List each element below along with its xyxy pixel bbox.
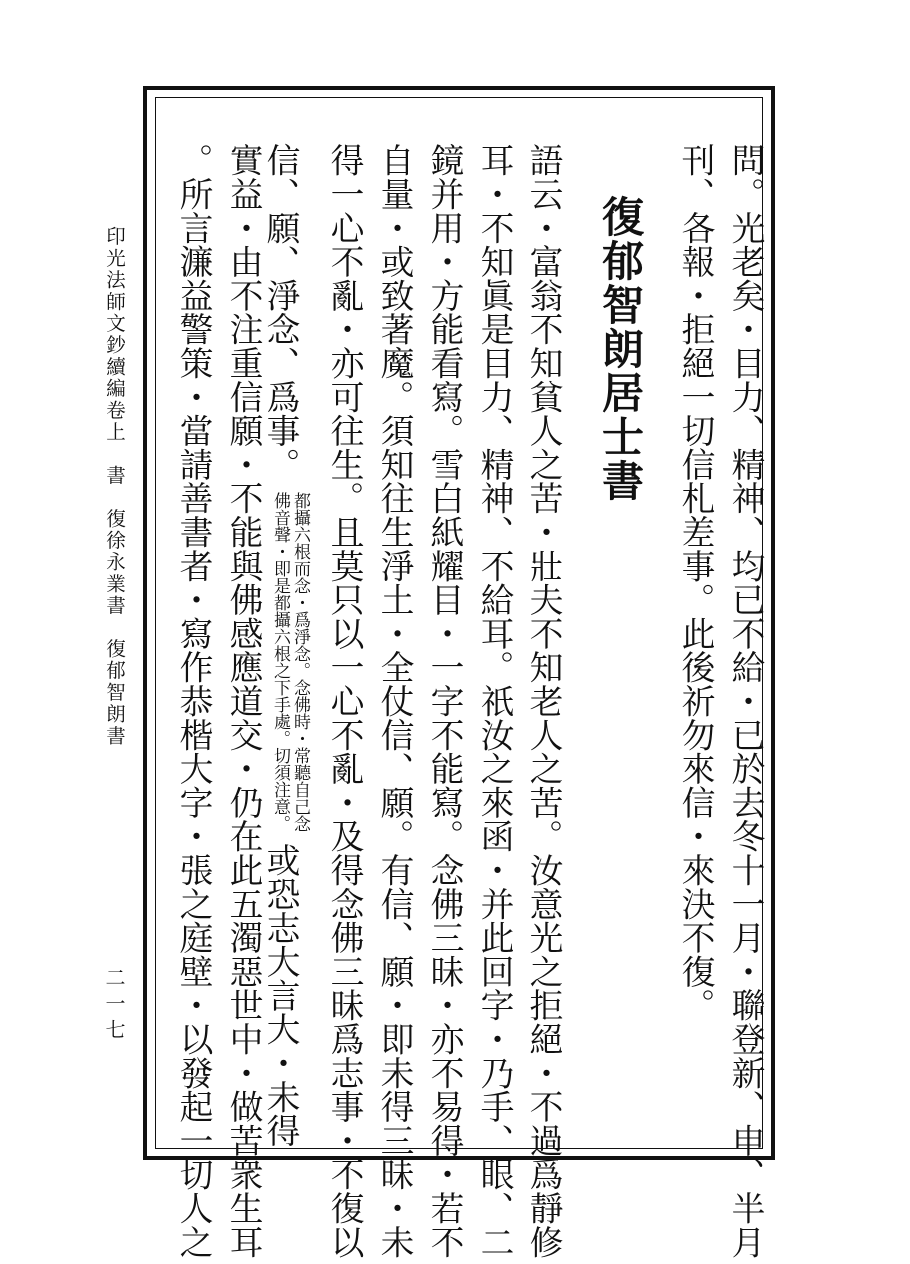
body-line-6 (261, 143, 310, 1147)
prev-letter-line-1: 問。光老矣・目力、精神、均已不給・已於去冬十一月・聯登新、申、半月 (726, 143, 765, 1259)
body-line-2: 耳・不知眞是目力、精神、不給耳。祇汝之來函・并此回字・乃手、眼、二 (475, 143, 514, 1259)
body-line-8: 。所言濂益警策・當請善書者・寫作恭楷大字・張之庭壁・以發起一切人之 (174, 143, 213, 1259)
note-line-1: 都攝六根而念・爲淨念。念佛時・常聽自己念 (290, 491, 310, 832)
note-line-2: 佛音聲・即是都攝六根之下手處。切須注意。 (270, 491, 290, 832)
body-line-5: 得一心不亂・亦可往生。且莫只以一心不亂・及得念佛三昧爲志事・不復以 (325, 143, 364, 1259)
body-line-7: 實益・由不注重信願・不能與佛感應道交・仍在此五濁惡世中・做苦衆生耳 (224, 143, 263, 1259)
body-line-6-before: 信、願、淨念、爲事。 (261, 143, 300, 481)
body-line-4: 自量・或致著魔。須知往生淨土・全仗信、願。有信、願・即未得三昧・未 (375, 143, 414, 1259)
page-number: 二一七 (102, 967, 126, 1045)
body-line-1: 語云・富翁不知貧人之苦・壯夫不知老人之苦。汝意光之拒絕・不過爲靜修 (524, 143, 563, 1259)
letter-title: 復郁智朗居士書 (596, 195, 645, 503)
interlinear-note (270, 492, 310, 832)
body-line-6-after: 或恐志大言大・未得 (261, 842, 300, 1147)
prev-letter-line-2: 刊、各報・拒絕一切信札差事。此後祈勿來信・來決不復。 (676, 143, 715, 1022)
body-line-3: 鏡并用・方能看寫。雪白紙耀目・一字不能寫。念佛三昧・亦不易得・若不 (425, 143, 464, 1259)
margin-running-title: 印光法師文鈔續編卷上 書 復徐永業書 復郁智朗書 (103, 226, 126, 747)
